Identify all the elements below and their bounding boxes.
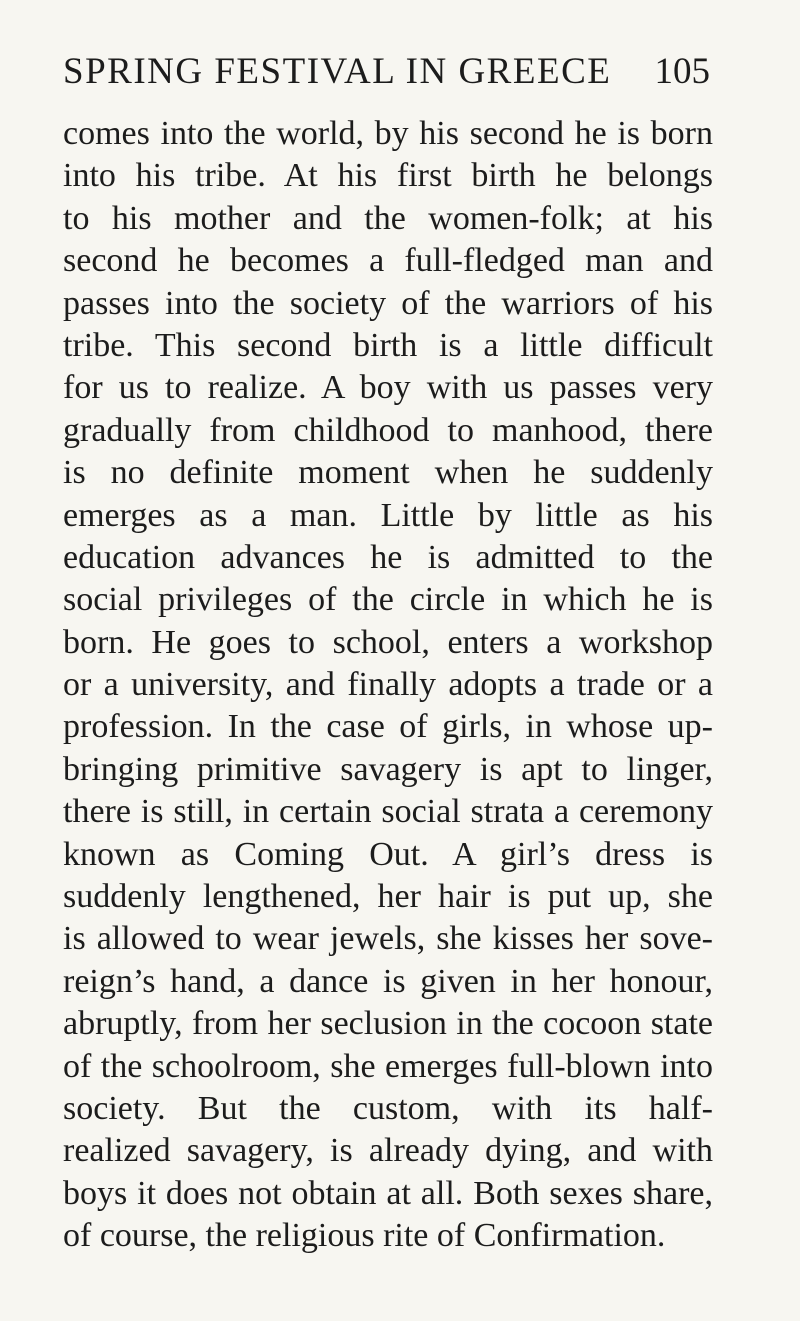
text-line: is no definite moment when he suddenly [63, 454, 713, 492]
text-line: born. He goes to school, enters a workshop [63, 623, 713, 661]
text-line: of the schoolroom, she emerges full-blown into [63, 1047, 713, 1085]
running-head [50, 42, 710, 102]
text-line: reign’s hand, a dance is given in her honour, [63, 962, 713, 1000]
text-line: boys it does not obtain at all. Both sexes share, [63, 1174, 713, 1212]
text-line: for us to realize. A boy with us passes very [63, 369, 713, 407]
text-line: to his mother and the women-folk; at his [63, 199, 713, 237]
body-paragraph [63, 113, 713, 1258]
text-line: comes into the world, by his second he is born [63, 115, 713, 152]
text-line: or a university, and finally adopts a trade or a [63, 666, 713, 704]
page-number: 105 [654, 51, 710, 92]
text-line: society. But the custom, with its half- [63, 1089, 713, 1127]
text-line: passes into the society of the warriors of his [63, 284, 713, 322]
text-line: known as Coming Out. A girl’s dress is [63, 835, 713, 873]
text-line: tribe. This second birth is a little difficult [63, 326, 713, 364]
text-line: profession. In the case of girls, in whose up- [63, 708, 713, 746]
text-line: of course, the religious rite of Confirmation. [63, 1217, 666, 1255]
text-line: into his tribe. At his first birth he belongs [63, 157, 713, 195]
running-title: SPRING FESTIVAL IN GREECE [63, 51, 612, 92]
text-line: social privileges of the circle in which he is [63, 581, 713, 619]
text-line: emerges as a man. Little by little as his [63, 496, 713, 534]
text-line: second he becomes a full-fledged man and [63, 242, 713, 280]
text-line: there is still, in certain social strata a ceremony [63, 793, 713, 831]
text-line: bringing primitive savagery is apt to linger, [63, 750, 713, 788]
text-line: realized savagery, is already dying, and with [63, 1132, 713, 1170]
text-line: abruptly, from her seclusion in the cocoon state [63, 1005, 713, 1043]
text-line: suddenly lengthened, her hair is put up, she [63, 878, 713, 916]
text-line: education advances he is admitted to the [63, 538, 713, 576]
text-line: gradually from childhood to manhood, there [63, 411, 713, 449]
text-line: is allowed to wear jewels, she kisses her sove- [63, 920, 713, 958]
